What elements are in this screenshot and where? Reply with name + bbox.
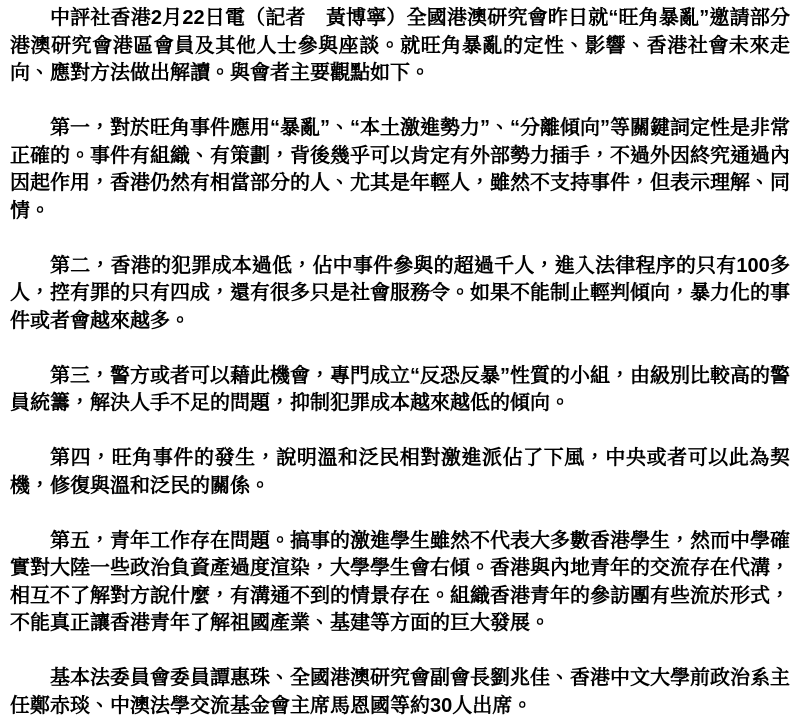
paragraph-point-1: 第一，對於旺角事件應用“暴亂”、“本土激進勢力”、“分離傾向”等關鍵詞定性是非常正確的。事件有組織、有策劃，背後幾乎可以肯定有外部勢力插手，不過外因終究通過內因起作用，香港仍然有相當部分的人、尤其是年輕人，雖然不支持事件，但表示理解、同情。 [10,117,790,222]
paragraph-attendees: 基本法委員會委員譚惠珠、全國港澳研究會副會長劉兆佳、香港中文大學前政治系主任鄭赤琰、中澳法學交流基金會主席馬恩國等約30人出席。 [10,667,790,717]
paragraph-point-5: 第五，青年工作存在問題。搞事的激進學生雖然不代表大多數香港學生，然而中學確實對大陸一些政治負資產過度渲染，大學學生會右傾。香港與內地青年的交流存在代溝，相互不了解對方說什麼，有溝通不到的情景存在。組織香港青年的參訪團有些流於形式，不能真正讓香港青年了解祖國產業、基建等方面的巨大發展。 [10,529,790,634]
paragraph-point-2: 第二，香港的犯罪成本過低，佔中事件參與的超過千人，進入法律程序的只有100多人，控有罪的只有四成，還有很多只是社會服務令。如果不能制止輕判傾向，暴力化的事件或者會越來越多。 [10,254,790,332]
paragraph-point-4: 第四，旺角事件的發生，說明溫和泛民相對激進派佔了下風，中央或者可以此為契機，修復與溫和泛民的關係。 [10,447,790,497]
paragraph-point-3: 第三，警方或者可以藉此機會，專門成立“反恐反暴”性質的小組，由級別比較高的警員統籌，解決人手不足的問題，抑制犯罪成本越來越低的傾向。 [10,364,790,414]
paragraph-lead: 中評社香港2月22日電（記者 黃博寧）全國港澳研究會昨日就“旺角暴亂”邀請部分港澳研究會港區會員及其他人士參與座談。就旺角暴亂的定性、影響、香港社會未來走向、應對方法做出解讀。與會者主要觀點如下。 [10,7,790,84]
